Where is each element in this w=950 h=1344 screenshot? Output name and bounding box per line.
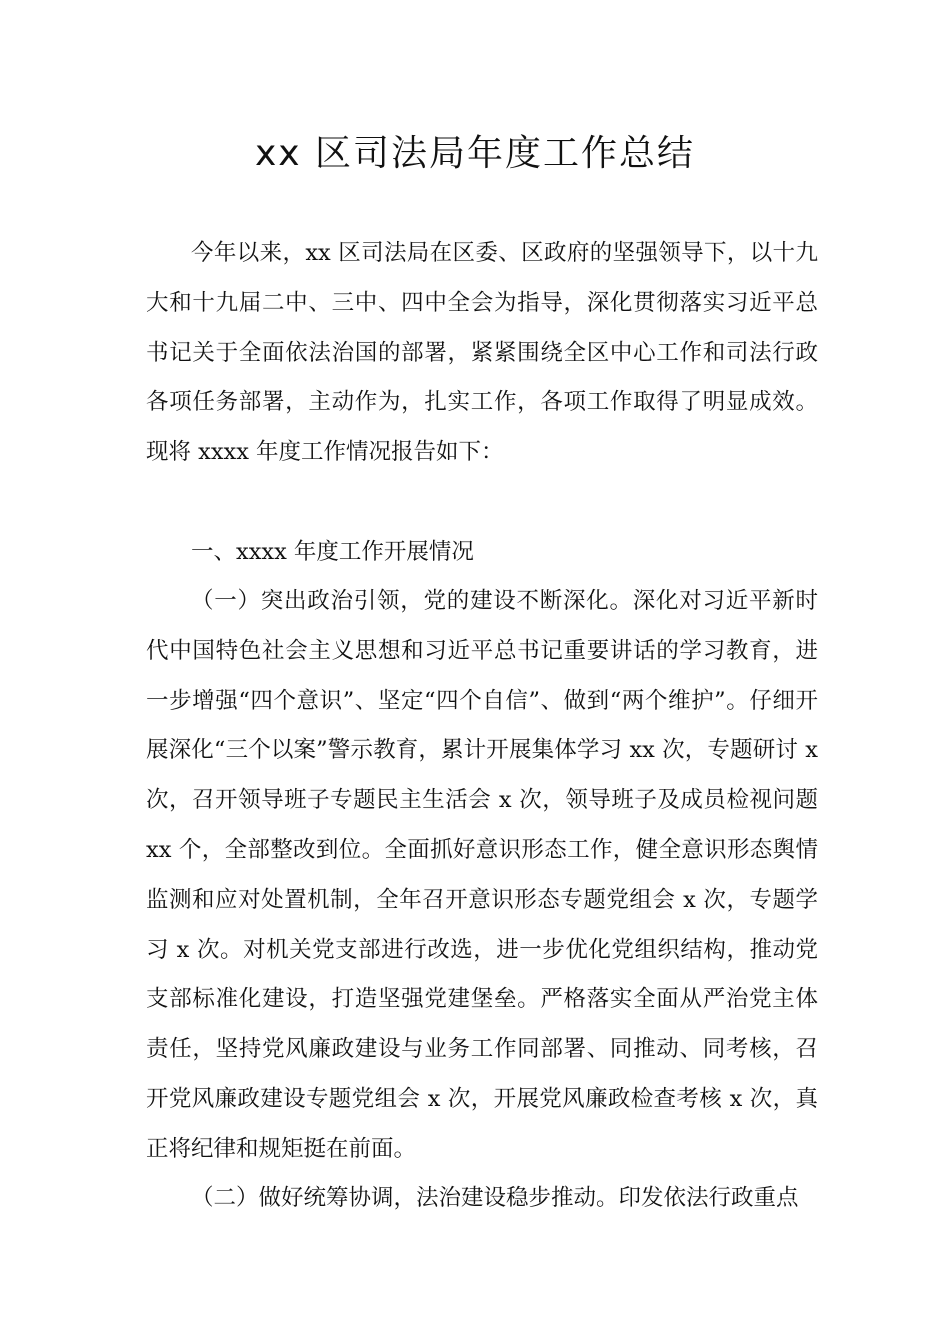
intro-paragraph: 今年以来，xx 区司法局在区委、区政府的坚强领导下，以十九大和十九届二中、三中、四中全会为指导，深化贯彻落实习近平总书记关于全面依法治国的部署，紧紧围绕全区中心工作和司法行政各项任务部署，主动作为，扎实工作，各项工作取得了明显成效。现将 xxxx 年度工作情况报告如下： [146,240,818,466]
section-item-paragraph: （二）做好统筹协调，法治建设稳步推动。印发依法行政重点 [191,1185,799,1211]
section-item-paragraph: （一）突出政治引领，党的建设不断深化。深化对习近平新时代中国特色社会主义思想和习近平总书记重要讲话的学习教育，进一步增强“四个意识”、坚定“四个自信”、做到“两个维护”。仔细开展深化“三个以案”警示教育，累计开展集体学习 xx 次，专题研讨 x 次，召开领导班子专题民主生活会 x 次，领导班子及成员检视问题 xx 个，全部整改到位。全面抓好意识形态工作，健全意识形态舆情监测和应对处置机制，全年召开意识形态专题党组会 x 次，专题学习 x 次。对机关党支部进行改选，进一步优化党组织结构，推动党支部标准化建设，打造坚强党建堡垒。严格落实全面从严治党主体责任，坚持党风廉政建设与业务工作同部署、同推动、同考核，召开党风廉政建设专题党组会 x 次，开展党风廉政检查考核 x 次，真正将纪律和规矩挺在前面。 [146,588,818,1162]
document-title: xx 区司法局年度工作总结 [254,133,696,174]
section-heading: 一、xxxx 年度工作开展情况 [191,539,474,565]
